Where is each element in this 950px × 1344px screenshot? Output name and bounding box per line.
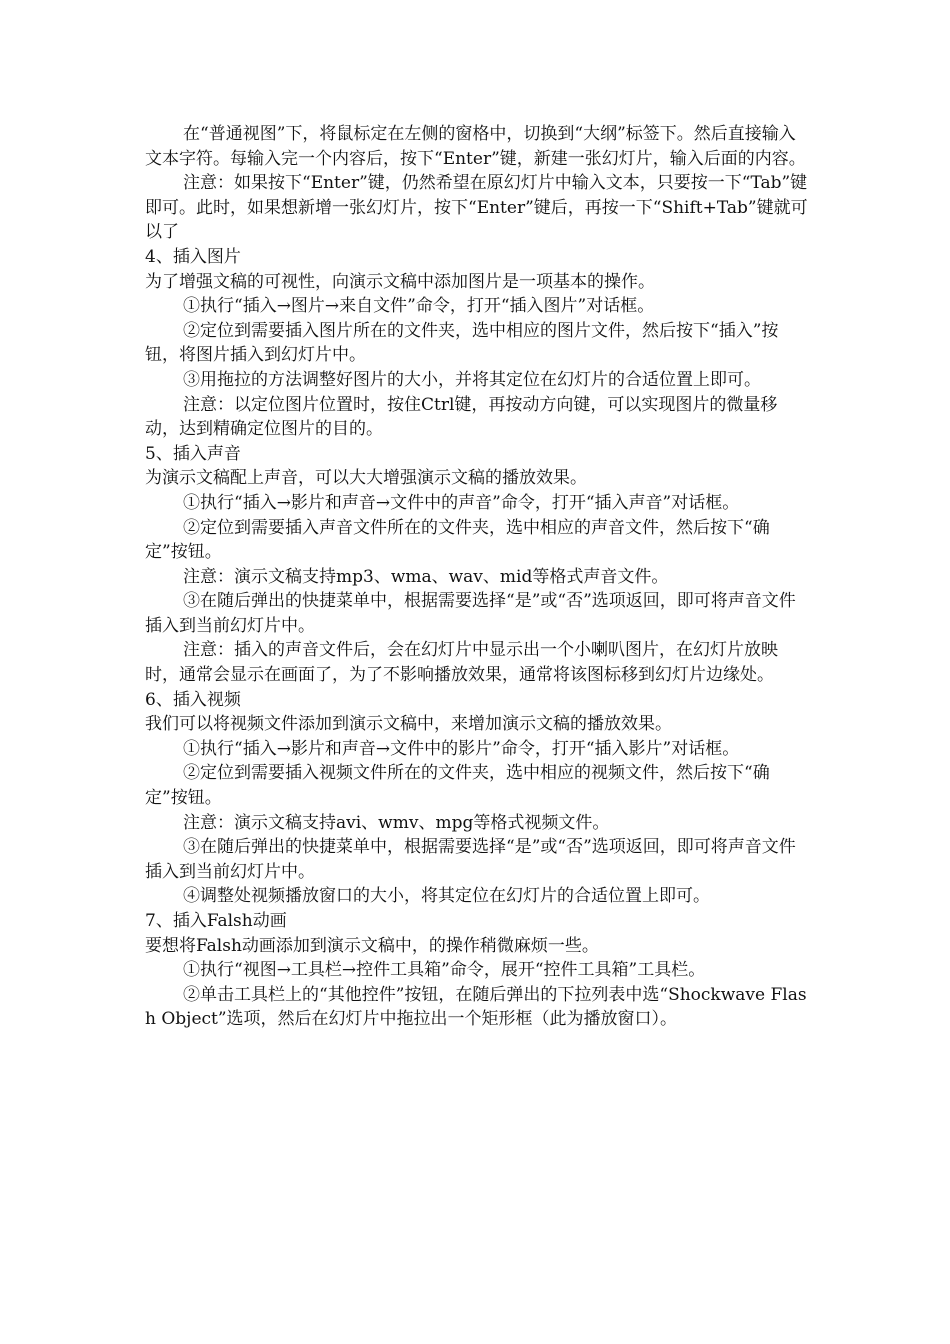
picture-step-3: ③用拖拉的方法调整好图片的大小，并将其定位在幻灯片的合适位置上即可。 <box>183 369 761 390</box>
section-heading-insert-sound: 5、插入声音 <box>145 443 241 464</box>
paragraph-video-intro: 我们可以将视频文件添加到演示文稿中，来增加演示文稿的播放效果。 <box>145 714 672 735</box>
section-heading-insert-picture: 4、插入图片 <box>145 246 241 267</box>
note-sound-icon: 注意：插入的声音文件后，会在幻灯片中显示出一个小喇叭图片，在幻灯片放映时，通常会显示在画面了，为了不影响播放效果，通常将该图标移到幻灯片边缘处。 <box>145 640 778 686</box>
picture-step-1: ①执行“插入→图片→来自文件”命令，打开“插入图片”对话框。 <box>183 296 655 317</box>
flash-step-2: ②单击工具栏上的“其他控件”按钮，在随后弹出的下拉列表中选“Shockwave Flash Object”选项，然后在幻灯片中拖拉出一个矩形框（此为播放窗口）。 <box>145 984 807 1030</box>
sound-step-3: ③在随后弹出的快捷菜单中，根据需要选择“是”或“否”选项返回，即可将声音文件插入到当前幻灯片中。 <box>145 591 796 636</box>
video-step-4: ④调整处视频播放窗口的大小，将其定位在幻灯片的合适位置上即可。 <box>183 886 710 907</box>
paragraph-sound-intro: 为演示文稿配上声音，可以大大增强演示文稿的播放效果。 <box>145 468 587 489</box>
section-heading-insert-video: 6、插入视频 <box>145 689 241 710</box>
paragraph-outline-entry: 在“普通视图”下，将鼠标定在左侧的窗格中，切换到“大纲”标签下。然后直接输入文本字符。每输入完一个内容后，按下“Enter”键，新建一张幻灯片，输入后面的内容。 <box>145 124 806 169</box>
paragraph-picture-intro: 为了增强文稿的可视性，向演示文稿中添加图片是一项基本的操作。 <box>145 271 655 292</box>
flash-step-1: ①执行“视图→工具栏→控件工具箱”命令，展开“控件工具箱”工具栏。 <box>183 960 706 981</box>
video-step-2: ②定位到需要插入视频文件所在的文件夹，选中相应的视频文件，然后按下“确定”按钮。 <box>145 763 770 809</box>
picture-step-2: ②定位到需要插入图片所在的文件夹，选中相应的图片文件，然后按下“插入”按钮，将图片插入到幻灯片中。 <box>145 320 779 366</box>
sound-step-1: ①执行“插入→影片和声音→文件中的声音”命令，打开“插入声音”对话框。 <box>183 492 740 513</box>
section-heading-insert-flash: 7、插入Falsh动画 <box>145 911 287 931</box>
note-picture-position: 注意：以定位图片位置时，按住Ctrl键，再按动方向键，可以实现图片的微量移动，达到精确定位图片的目的。 <box>145 394 778 440</box>
paragraph-flash-intro: 要想将Falsh动画添加到演示文稿中，的操作稍微麻烦一些。 <box>145 935 599 956</box>
note-video-formats: 注意：演示文稿支持avi、wmv、mpg等格式视频文件。 <box>183 812 610 833</box>
note-sound-formats: 注意：演示文稿支持mp3、wma、wav、mid等格式声音文件。 <box>183 566 669 587</box>
document-body <box>145 122 810 1032</box>
video-step-1: ①执行“插入→影片和声音→文件中的影片”命令，打开“插入影片”对话框。 <box>183 738 740 759</box>
video-step-3: ③在随后弹出的快捷菜单中，根据需要选择“是”或“否”选项返回，即可将声音文件插入到当前幻灯片中。 <box>145 837 796 882</box>
note-tab-key: 注意：如果按下“Enter”键，仍然希望在原幻灯片中输入文本，只要按一下“Tab”键即可。此时，如果想新增一张幻灯片，按下“Enter”键后，再按一下“Shift+Tab”键就可以了 <box>145 173 808 243</box>
sound-step-2: ②定位到需要插入声音文件所在的文件夹，选中相应的声音文件，然后按下“确定”按钮。 <box>145 517 770 563</box>
